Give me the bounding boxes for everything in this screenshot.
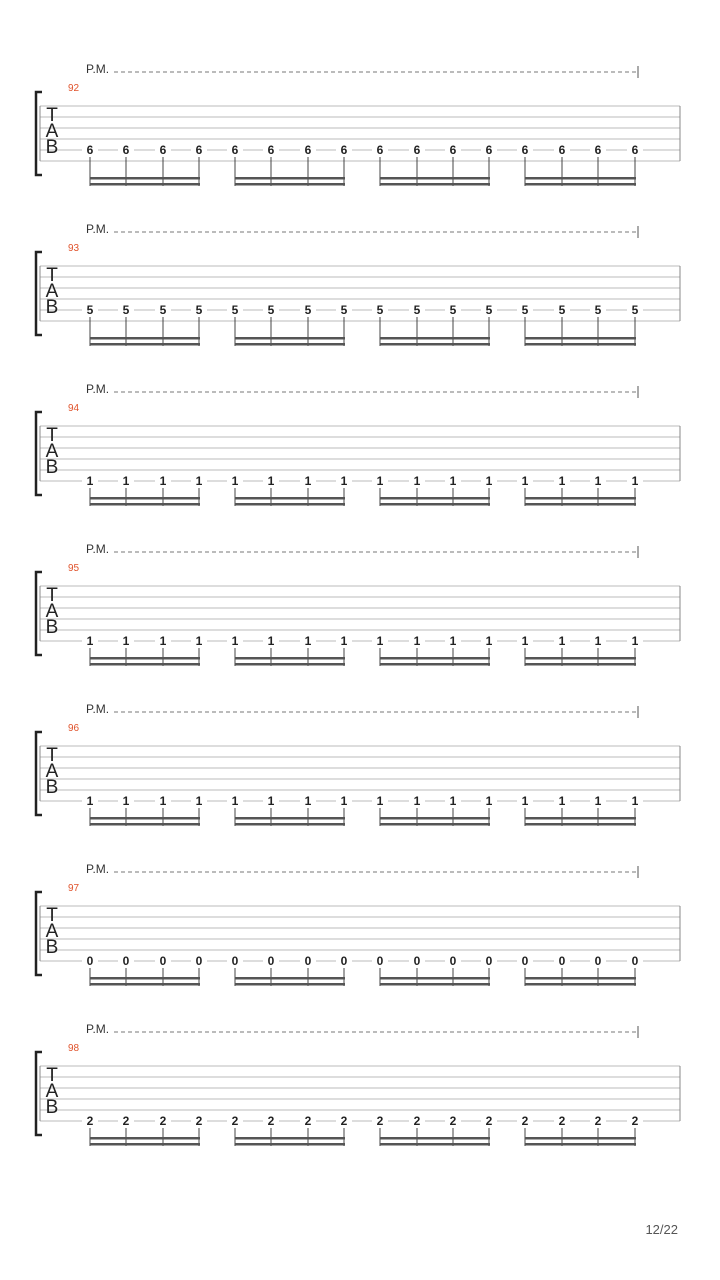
tab-system: [36, 226, 680, 346]
fret-number: 2: [517, 1115, 533, 1127]
beam: [90, 343, 200, 346]
tab-system: [36, 866, 680, 986]
beam: [90, 337, 200, 340]
beam: [525, 343, 636, 346]
beam: [525, 177, 636, 180]
beam: [90, 1143, 200, 1146]
fret-number: 2: [481, 1115, 497, 1127]
system-bracket: [36, 252, 42, 335]
measure-number: 94: [68, 403, 80, 414]
fret-number: 6: [263, 144, 279, 156]
beam: [90, 823, 200, 826]
fret-number: 1: [627, 795, 643, 807]
fret-number: 1: [481, 475, 497, 487]
fret-number: 5: [372, 304, 388, 316]
fret-number: 0: [336, 955, 352, 967]
tab-clef-letter: B: [45, 617, 59, 638]
tab-system: [36, 386, 680, 506]
beam: [235, 497, 345, 500]
beam: [525, 817, 636, 820]
fret-number: 5: [227, 304, 243, 316]
fret-number: 5: [155, 304, 171, 316]
tab-clef-letter: A: [45, 281, 59, 302]
palm-mute-label: P.M.: [86, 702, 110, 716]
fret-number: 0: [445, 955, 461, 967]
tab-clef-letter: A: [45, 121, 59, 142]
fret-number: 1: [445, 475, 461, 487]
beam: [380, 177, 490, 180]
beam: [380, 1143, 490, 1146]
fret-number: 5: [263, 304, 279, 316]
fret-number: 1: [517, 795, 533, 807]
beam: [235, 177, 345, 180]
beam: [235, 183, 345, 186]
fret-number: 1: [409, 475, 425, 487]
fret-number: 1: [627, 635, 643, 647]
fret-number: 1: [336, 795, 352, 807]
beam: [90, 983, 200, 986]
beam: [90, 663, 200, 666]
fret-number: 1: [336, 475, 352, 487]
fret-number: 1: [481, 795, 497, 807]
fret-number: 1: [517, 635, 533, 647]
fret-number: 1: [118, 475, 134, 487]
palm-mute-label: P.M.: [86, 62, 110, 76]
fret-number: 1: [300, 795, 316, 807]
fret-number: 1: [445, 635, 461, 647]
fret-number: 1: [82, 635, 98, 647]
fret-number: 2: [155, 1115, 171, 1127]
beam: [525, 823, 636, 826]
tab-clef-letter: A: [45, 441, 59, 462]
beam: [235, 657, 345, 660]
fret-number: 1: [82, 475, 98, 487]
fret-number: 6: [82, 144, 98, 156]
tab-clef-letter: T: [46, 905, 58, 926]
beam: [525, 503, 636, 506]
fret-number: 0: [590, 955, 606, 967]
tab-clef-letter: T: [46, 425, 58, 446]
fret-number: 6: [481, 144, 497, 156]
beam: [90, 977, 200, 980]
beam: [90, 503, 200, 506]
fret-number: 5: [627, 304, 643, 316]
fret-number: 1: [191, 635, 207, 647]
beam: [380, 817, 490, 820]
fret-number: 1: [554, 475, 570, 487]
fret-number: 1: [263, 635, 279, 647]
fret-number: 6: [409, 144, 425, 156]
fret-number: 0: [554, 955, 570, 967]
fret-number: 0: [300, 955, 316, 967]
fret-number: 2: [336, 1115, 352, 1127]
beam: [380, 657, 490, 660]
fret-number: 1: [409, 795, 425, 807]
fret-number: 0: [155, 955, 171, 967]
beam: [235, 823, 345, 826]
palm-mute-label: P.M.: [86, 1022, 110, 1036]
tab-system: [36, 706, 680, 826]
beam: [235, 503, 345, 506]
fret-number: 1: [554, 795, 570, 807]
beam: [90, 657, 200, 660]
system-bracket: [36, 92, 42, 175]
palm-mute-label: P.M.: [86, 382, 110, 396]
beam: [525, 663, 636, 666]
tab-clef-letter: A: [45, 601, 59, 622]
fret-number: 2: [554, 1115, 570, 1127]
fret-number: 0: [409, 955, 425, 967]
fret-number: 6: [445, 144, 461, 156]
fret-number: 1: [300, 475, 316, 487]
system-bracket: [36, 732, 42, 815]
beam: [525, 977, 636, 980]
beam: [380, 343, 490, 346]
tab-clef-letter: T: [46, 1065, 58, 1086]
fret-number: 5: [409, 304, 425, 316]
tab-clef-letter: T: [46, 265, 58, 286]
measure-number: 96: [68, 723, 80, 734]
beam: [380, 497, 490, 500]
fret-number: 5: [118, 304, 134, 316]
tab-clef-letter: B: [45, 1097, 59, 1118]
tab-clef-letter: A: [45, 921, 59, 942]
beam: [90, 183, 200, 186]
fret-number: 5: [191, 304, 207, 316]
fret-number: 2: [191, 1115, 207, 1127]
beam: [90, 497, 200, 500]
fret-number: 0: [517, 955, 533, 967]
fret-number: 0: [191, 955, 207, 967]
fret-number: 1: [118, 795, 134, 807]
fret-number: 1: [590, 795, 606, 807]
palm-mute-label: P.M.: [86, 542, 110, 556]
measure-number: 95: [68, 563, 80, 574]
fret-number: 0: [481, 955, 497, 967]
fret-number: 1: [481, 635, 497, 647]
fret-number: 0: [227, 955, 243, 967]
fret-number: 2: [118, 1115, 134, 1127]
fret-number: 5: [554, 304, 570, 316]
fret-number: 1: [82, 795, 98, 807]
tab-system: [36, 546, 680, 666]
fret-number: 2: [372, 1115, 388, 1127]
fret-number: 1: [300, 635, 316, 647]
fret-number: 1: [118, 635, 134, 647]
palm-mute-label: P.M.: [86, 222, 110, 236]
tab-clef-letter: T: [46, 105, 58, 126]
fret-number: 1: [191, 795, 207, 807]
fret-number: 2: [409, 1115, 425, 1127]
beam: [525, 657, 636, 660]
fret-number: 5: [445, 304, 461, 316]
system-bracket: [36, 572, 42, 655]
fret-number: 1: [227, 635, 243, 647]
tab-system: [36, 1026, 680, 1146]
fret-number: 1: [263, 475, 279, 487]
fret-number: 6: [627, 144, 643, 156]
measure-number: 92: [68, 83, 80, 94]
fret-number: 5: [300, 304, 316, 316]
beam: [90, 177, 200, 180]
beam: [380, 183, 490, 186]
fret-number: 0: [627, 955, 643, 967]
fret-number: 1: [227, 475, 243, 487]
fret-number: 1: [517, 475, 533, 487]
beam: [525, 337, 636, 340]
fret-number: 6: [118, 144, 134, 156]
fret-number: 6: [155, 144, 171, 156]
tab-clef-letter: A: [45, 761, 59, 782]
beam: [380, 503, 490, 506]
beam: [380, 663, 490, 666]
fret-number: 2: [590, 1115, 606, 1127]
fret-number: 1: [627, 475, 643, 487]
fret-number: 1: [445, 795, 461, 807]
fret-number: 6: [336, 144, 352, 156]
tab-clef-letter: T: [46, 745, 58, 766]
measure-number: 98: [68, 1043, 80, 1054]
fret-number: 6: [191, 144, 207, 156]
fret-number: 1: [372, 795, 388, 807]
fret-number: 1: [155, 795, 171, 807]
measure-number: 93: [68, 243, 80, 254]
fret-number: 6: [372, 144, 388, 156]
fret-number: 0: [118, 955, 134, 967]
fret-number: 6: [300, 144, 316, 156]
beam: [380, 983, 490, 986]
palm-mute-label: P.M.: [86, 862, 110, 876]
fret-number: 2: [445, 1115, 461, 1127]
fret-number: 5: [336, 304, 352, 316]
fret-number: 1: [227, 795, 243, 807]
beam: [380, 977, 490, 980]
fret-number: 2: [263, 1115, 279, 1127]
fret-number: 1: [409, 635, 425, 647]
beam: [235, 337, 345, 340]
fret-number: 1: [554, 635, 570, 647]
measure-number: 97: [68, 883, 80, 894]
fret-number: 6: [590, 144, 606, 156]
fret-number: 2: [82, 1115, 98, 1127]
system-bracket: [36, 892, 42, 975]
fret-number: 1: [372, 475, 388, 487]
system-bracket: [36, 412, 42, 495]
fret-number: 1: [590, 475, 606, 487]
tab-clef-letter: B: [45, 457, 59, 478]
tab-clef-letter: B: [45, 297, 59, 318]
fret-number: 5: [481, 304, 497, 316]
fret-number: 1: [155, 475, 171, 487]
beam: [380, 1137, 490, 1140]
fret-number: 2: [627, 1115, 643, 1127]
beam: [525, 183, 636, 186]
beam: [525, 1137, 636, 1140]
page-number: 12/22: [645, 1222, 678, 1237]
beam: [380, 823, 490, 826]
fret-number: 1: [191, 475, 207, 487]
beam: [235, 817, 345, 820]
fret-number: 5: [517, 304, 533, 316]
tab-system: [36, 66, 680, 186]
fret-number: 6: [517, 144, 533, 156]
fret-number: 0: [372, 955, 388, 967]
fret-number: 0: [263, 955, 279, 967]
fret-number: 1: [372, 635, 388, 647]
fret-number: 5: [590, 304, 606, 316]
fret-number: 6: [227, 144, 243, 156]
beam: [235, 1137, 345, 1140]
beam: [525, 1143, 636, 1146]
fret-number: 0: [82, 955, 98, 967]
fret-number: 6: [554, 144, 570, 156]
fret-number: 1: [590, 635, 606, 647]
beam: [235, 343, 345, 346]
tab-clef-letter: B: [45, 777, 59, 798]
beam: [90, 1137, 200, 1140]
beam: [525, 497, 636, 500]
tab-clef-letter: T: [46, 585, 58, 606]
system-bracket: [36, 1052, 42, 1135]
beam: [235, 663, 345, 666]
beam: [235, 977, 345, 980]
beam: [235, 1143, 345, 1146]
beam: [90, 817, 200, 820]
fret-number: 1: [336, 635, 352, 647]
beam: [235, 983, 345, 986]
beam: [380, 337, 490, 340]
tab-clef-letter: B: [45, 937, 59, 958]
tab-clef-letter: A: [45, 1081, 59, 1102]
beam: [525, 983, 636, 986]
fret-number: 5: [82, 304, 98, 316]
fret-number: 2: [300, 1115, 316, 1127]
tab-clef-letter: B: [45, 137, 59, 158]
fret-number: 1: [155, 635, 171, 647]
fret-number: 2: [227, 1115, 243, 1127]
fret-number: 1: [263, 795, 279, 807]
